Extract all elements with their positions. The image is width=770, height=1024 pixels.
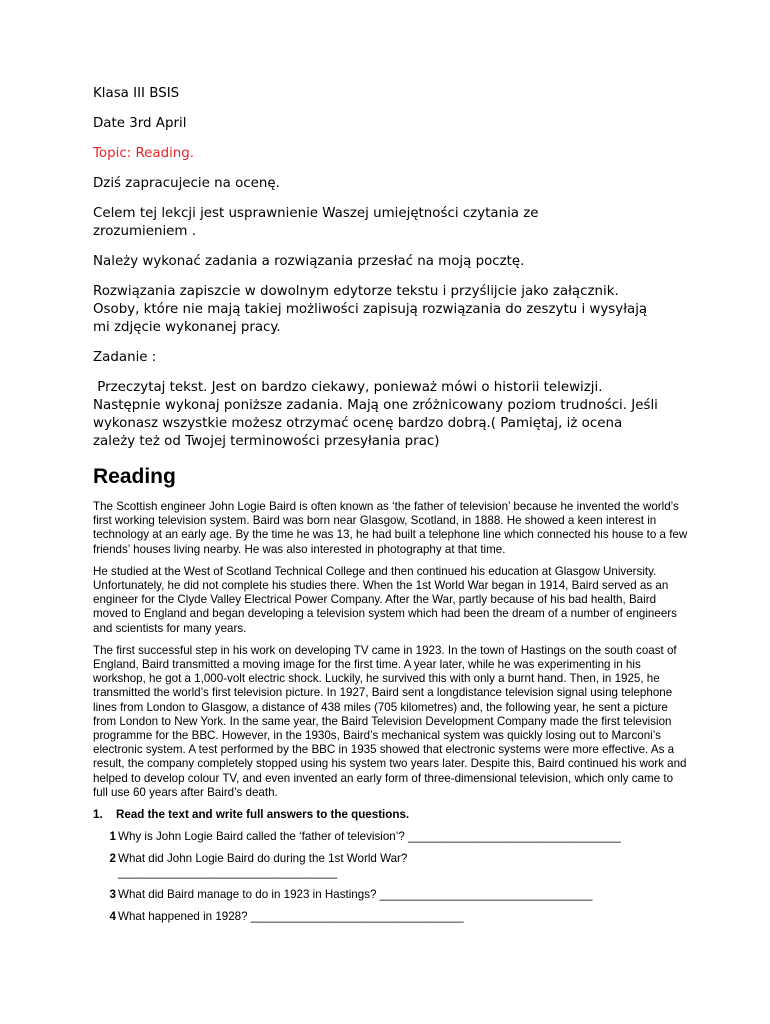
question-text: What did John Logie Baird do during the 1st World War? __________________________________ (118, 852, 408, 880)
question-number: 2 (109, 852, 116, 866)
question-text: What did Baird manage to do in 1923 in Hastings? _________________________________ (118, 888, 593, 902)
question-text: Why is John Logie Baird called the ‘father of television’? _________________________________ (118, 830, 621, 844)
question-list (93, 830, 693, 924)
intro-paragraph-1: Dziś zapracujecie na ocenę. (93, 176, 280, 191)
reading-paragraph-1: The Scottish engineer John Logie Baird is often known as ‘the father of television’ because he invented the world’s first working television system. Baird was born near Glasgow, Scotland, in 1888. He showed a keen interest in technology at an early age. By the time he was 13, he had built a telephone line which connected his house to a few friends’ houses living nearby. He was also interested in photography at that time. (93, 500, 688, 556)
question-number: 1 (109, 830, 116, 844)
question-item (93, 830, 693, 844)
exercise-number: 1. (93, 808, 103, 822)
reading-paragraph-3: The first successful step in his work on developing TV came in 1923. In the town of Hastings on the south coast of England, Baird transmitted a moving image for the first time. A year later, while he was experimenting in his workshop, he got a 1,000-volt electric shock. Luckily, he survived this with only a burnt hand. Then, in 1925, he transmitted the world’s first television picture. In 1927, Baird sent a longdistance television signal using telephone lines from London to Glasgow, a distance of 438 miles (705 kilometres) and, the following year, he sent a picture from London to New York. In the same year, the Baird Television Development Company made the first television programme for the BBC. However, in the 1930s, Baird’s mechanical system was quickly losing out to Marconi’s electronic system. A test performed by the BBC in 1935 showed that electronic systems were more effective. As a result, the company completely stopped using his system two years later. Despite this, Baird continued his work and helped to develop colour TV, and even invented an early form of three-dimensional television, which only came to full use 60 years after Baird’s death. (93, 643, 687, 799)
question-item (93, 888, 693, 902)
task-description: Przeczytaj tekst. Jest on bardzo ciekawy, ponieważ mówi o historii telewizji. Następnie wykonaj poniższe zadania. Mają one zróżnicowany poziom trudności. Jeśli wykonasz wszystkie możesz otrzymać ocenę bardzo dobrą.( Pamiętaj, iż ocena zależy też od Twojej terminowości przesyłania prac) (93, 380, 663, 449)
question-item (93, 852, 693, 880)
class-line: Klasa III BSIS (93, 86, 180, 101)
intro-paragraph-3: Należy wykonać zadania a rozwiązania przesłać na moją pocztę. (93, 254, 525, 269)
document-page (93, 85, 693, 932)
intro-paragraph-2: Celem tej lekcji jest usprawnienie Waszej umiejętności czytania ze zrozumieniem . (93, 206, 539, 239)
intro-paragraph-4: Rozwiązania zapiszcie w dowolnym edytorze tekstu i przyślijcie jako załącznik. Osoby, które nie mają takiej możliwości zapisują rozwiązania do zeszytu i wysyłają mi zdjęcie wykonanej pracy. (93, 284, 648, 335)
question-number: 3 (109, 888, 116, 902)
date-line: Date 3rd April (93, 116, 187, 131)
question-text: What happened in 1928? _________________________________ (118, 910, 464, 924)
question-number: 4 (109, 910, 116, 924)
exercise-heading (93, 808, 693, 822)
exercise-instruction: Read the text and write full answers to the questions. (116, 808, 410, 822)
topic-line: Topic: Reading. (93, 146, 195, 161)
task-label: Zadanie : (93, 350, 157, 365)
question-item (93, 910, 693, 924)
reading-heading: Reading (93, 465, 176, 488)
reading-paragraph-2: He studied at the West of Scotland Technical College and then continued his education at Glasgow University. Unfortunately, he did not complete his studies there. When the 1st World War began in 1914, Baird served as an engineer for the Clyde Valley Electrical Power Company. After the War, partly because of his bad health, Baird moved to England and began developing a television system which had been the dream of a number of engineers and scientists for many years. (93, 564, 677, 635)
